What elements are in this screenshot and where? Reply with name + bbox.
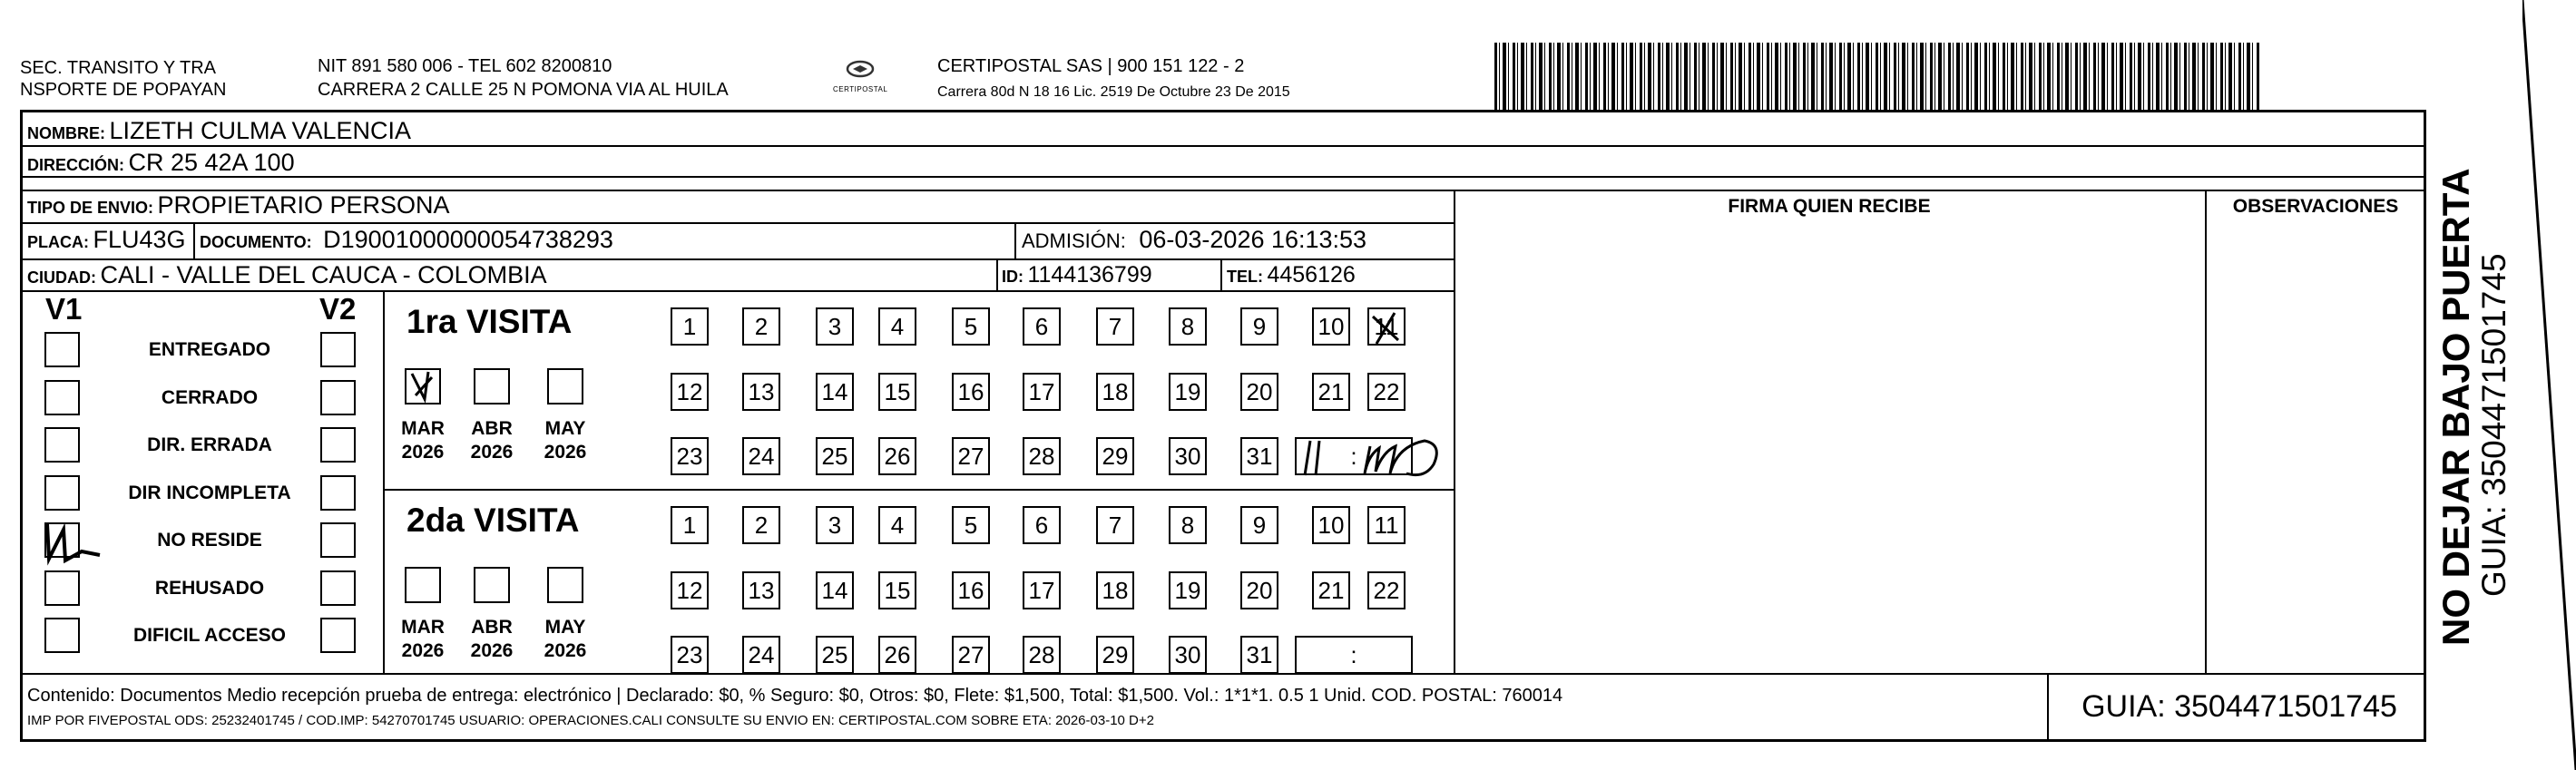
day-box[interactable]: 25 (816, 636, 854, 674)
day-box[interactable]: 8 (1169, 307, 1207, 346)
tipo-label: TIPO DE ENVIO: (27, 199, 154, 217)
day-box[interactable]: 4 (878, 506, 916, 544)
placa-value: FLU43G (93, 226, 186, 253)
day-box[interactable]: 5 (952, 506, 990, 544)
day-box[interactable]: 30 (1169, 636, 1207, 674)
day-box[interactable]: 1 (671, 307, 709, 346)
day-box[interactable]: 11 (1367, 506, 1406, 544)
v2-checkbox[interactable] (320, 522, 356, 558)
v2-checkbox[interactable] (320, 570, 356, 606)
day-box[interactable]: 7 (1096, 307, 1134, 346)
status-label: REHUSADO (154, 577, 265, 599)
day-box[interactable]: 13 (742, 571, 780, 609)
v1-checkbox[interactable] (44, 427, 80, 463)
tel-cell (1227, 260, 1356, 293)
day-box[interactable]: 31 (1240, 437, 1278, 475)
day-box[interactable]: 20 (1240, 373, 1278, 411)
certipostal-logo: CERTIPOSTAL (833, 56, 887, 98)
day-box[interactable]: 17 (1023, 571, 1061, 609)
month-label: ABR (471, 418, 513, 439)
v1-checkbox[interactable] (44, 332, 80, 367)
placa-label: PLACA: (27, 233, 89, 251)
tel-value: 4456126 (1267, 262, 1356, 288)
day-box[interactable]: 10 (1312, 307, 1350, 346)
direccion-row (27, 148, 295, 181)
visit-title: 1ra VISITA (406, 303, 573, 340)
documento-cell (200, 225, 613, 258)
paper-edge (2522, 0, 2576, 770)
status-label: DIR INCOMPLETA (128, 482, 291, 503)
year-label: 2026 (470, 442, 514, 463)
ciudad-label: CIUDAD: (27, 268, 96, 287)
sender-line-2: NSPORTE DE POPAYAN (20, 80, 227, 100)
id-label: ID: (1002, 268, 1024, 286)
tipo-value: PROPIETARIO PERSONA (157, 191, 450, 219)
day-box[interactable]: 7 (1096, 506, 1134, 544)
firma-header: FIRMA QUIEN RECIBE (1728, 196, 1931, 217)
v2-checkbox[interactable] (320, 618, 356, 653)
id-cell (1002, 260, 1152, 293)
day-box[interactable]: 24 (742, 636, 780, 674)
company-line: CERTIPOSTAL SAS | 900 151 122 - 2 (937, 56, 1245, 76)
day-box[interactable]: 27 (952, 437, 990, 475)
year-label: 2026 (401, 442, 445, 463)
contenido-line: Contenido: Documentos Medio recepción prueba de entrega: electrónico | Declarado: $0, % Seguro: $0, Otros: $0, Flete: $1,500, Total: $1,500. Vol.: 1*1*1. 0.5 1 Unid. COD. POSTAL: 760014 (27, 686, 1563, 706)
day-box[interactable]: 26 (878, 437, 916, 475)
year-label: 2026 (470, 640, 514, 661)
visit-title: 2da VISITA (406, 502, 580, 539)
guia-footer: GUIA: 3504471501745 (2081, 689, 2397, 724)
status-label: DIR. ERRADA (147, 434, 272, 455)
day-box[interactable]: 14 (816, 373, 854, 411)
year-label: 2026 (401, 640, 445, 661)
month-label: MAR (401, 617, 445, 638)
day-box[interactable]: 6 (1023, 506, 1061, 544)
month-label: ABR (471, 617, 513, 638)
day-box[interactable]: 4 (878, 307, 916, 346)
day-box[interactable]: 23 (671, 437, 709, 475)
day-box[interactable]: 29 (1096, 437, 1134, 475)
day-box[interactable]: 13 (742, 373, 780, 411)
day-box[interactable]: 2 (742, 506, 780, 544)
ciudad-cell (27, 260, 547, 294)
day-box[interactable]: 29 (1096, 636, 1134, 674)
status-label: NO RESIDE (157, 530, 262, 551)
day-box[interactable]: 15 (878, 373, 916, 411)
month-label: MAY (544, 418, 586, 439)
day-box[interactable]: 16 (952, 571, 990, 609)
day-box[interactable]: 3 (816, 307, 854, 346)
day-box[interactable]: 3 (816, 506, 854, 544)
month-checkbox[interactable] (474, 368, 510, 404)
v1-checkbox[interactable] (44, 380, 80, 415)
admision-cell (1022, 225, 1366, 258)
day-box[interactable]: 10 (1312, 506, 1350, 544)
day-box[interactable]: 21 (1312, 571, 1350, 609)
month-checkbox[interactable] (405, 567, 441, 603)
month-checkbox[interactable] (405, 368, 441, 404)
tipo-row (27, 190, 450, 224)
time-box[interactable]: : (1295, 636, 1413, 674)
id-value: 1144136799 (1027, 262, 1152, 288)
day-box[interactable]: 9 (1240, 307, 1278, 346)
v1-checkbox[interactable] (44, 475, 80, 511)
day-box[interactable]: 23 (671, 636, 709, 674)
direccion-label: DIRECCIÓN: (27, 156, 124, 174)
day-box[interactable]: 15 (878, 571, 916, 609)
day-box[interactable]: 25 (816, 437, 854, 475)
nombre-value: LIZETH CULMA VALENCIA (109, 117, 412, 144)
tel-label: TEL: (1227, 268, 1263, 286)
month-checkbox[interactable] (474, 567, 510, 603)
placa-cell (27, 225, 186, 258)
admision-label: ADMISIÓN: (1022, 229, 1126, 252)
v2-checkbox[interactable] (320, 475, 356, 511)
day-box[interactable]: 24 (742, 437, 780, 475)
documento-value: D19001000000054738293 (323, 226, 613, 253)
day-box[interactable]: 12 (671, 373, 709, 411)
day-box[interactable]: 14 (816, 571, 854, 609)
day-box[interactable]: 17 (1023, 373, 1061, 411)
day-box[interactable]: 2 (742, 307, 780, 346)
status-label: ENTREGADO (148, 339, 271, 360)
side-guia: GUIA: 3504471501745 (2475, 253, 2512, 597)
day-box[interactable]: 22 (1367, 373, 1406, 411)
v2-checkbox[interactable] (320, 332, 356, 367)
documento-label: DOCUMENTO: (200, 233, 312, 251)
day-box[interactable]: 16 (952, 373, 990, 411)
day-box[interactable]: 19 (1169, 373, 1207, 411)
day-box[interactable]: 12 (671, 571, 709, 609)
ciudad-value: CALI - VALLE DEL CAUCA - COLOMBIA (100, 261, 547, 288)
day-box[interactable]: 8 (1169, 506, 1207, 544)
day-box[interactable]: 27 (952, 636, 990, 674)
v1-header: V1 (45, 292, 83, 326)
nombre-row (27, 116, 411, 150)
day-box[interactable]: 18 (1096, 373, 1134, 411)
barcode (1494, 43, 2259, 112)
status-label: CERRADO (161, 386, 259, 408)
v2-checkbox[interactable] (320, 427, 356, 463)
day-box[interactable]: 28 (1023, 437, 1061, 475)
month-checkbox[interactable] (547, 368, 583, 404)
day-box[interactable]: 22 (1367, 571, 1406, 609)
admision-value: 06-03-2026 16:13:53 (1139, 226, 1367, 253)
day-box[interactable]: 30 (1169, 437, 1207, 475)
year-label: 2026 (544, 640, 587, 661)
day-box[interactable]: 6 (1023, 307, 1061, 346)
month-label: MAY (544, 617, 586, 638)
day-box[interactable]: 26 (878, 636, 916, 674)
day-box[interactable]: 20 (1240, 571, 1278, 609)
v1-checkbox[interactable] (44, 522, 80, 558)
license-line: Carrera 80d N 18 16 Lic. 2519 De Octubre 23 De 2015 (937, 84, 1290, 100)
nombre-label: NOMBRE: (27, 124, 105, 142)
day-box[interactable]: 9 (1240, 506, 1278, 544)
address-line: CARRERA 2 CALLE 25 N POMONA VIA AL HUILA (318, 80, 729, 100)
v1-checkbox[interactable] (44, 570, 80, 606)
v1-checkbox[interactable] (44, 618, 80, 653)
month-checkbox[interactable] (547, 567, 583, 603)
day-box[interactable]: 31 (1240, 636, 1278, 674)
observaciones-header: OBSERVACIONES (2232, 196, 2399, 217)
imp-line: IMP POR FIVEPOSTAL ODS: 25232401745 / COD.IMP: 54270701745 USUARIO: OPERACIONES.CALI CONSULTE SU ENVIO EN: CERTIPOSTAL.COM SOBRE ETA: 2026-03-10 D+2 (27, 713, 1154, 728)
status-label: DIFICIL ACCESO (132, 625, 286, 646)
day-box[interactable]: 28 (1023, 636, 1061, 674)
day-box[interactable]: 5 (952, 307, 990, 346)
year-label: 2026 (544, 442, 587, 463)
day-box[interactable]: 18 (1096, 571, 1134, 609)
time-box[interactable]: : (1295, 437, 1413, 475)
day-box[interactable]: 11 (1367, 307, 1406, 346)
day-box[interactable]: 1 (671, 506, 709, 544)
month-label: MAR (401, 418, 445, 439)
v2-header: V2 (319, 292, 357, 326)
no-dejar-bajo-puerta: NO DEJAR BAJO PUERTA (2434, 168, 2477, 646)
direccion-value: CR 25 42A 100 (128, 149, 295, 176)
sender-line-1: SEC. TRANSITO Y TRA (20, 58, 216, 78)
nit-line: NIT 891 580 006 - TEL 602 8200810 (318, 56, 612, 76)
v2-checkbox[interactable] (320, 380, 356, 415)
day-box[interactable]: 21 (1312, 373, 1350, 411)
day-box[interactable]: 19 (1169, 571, 1207, 609)
